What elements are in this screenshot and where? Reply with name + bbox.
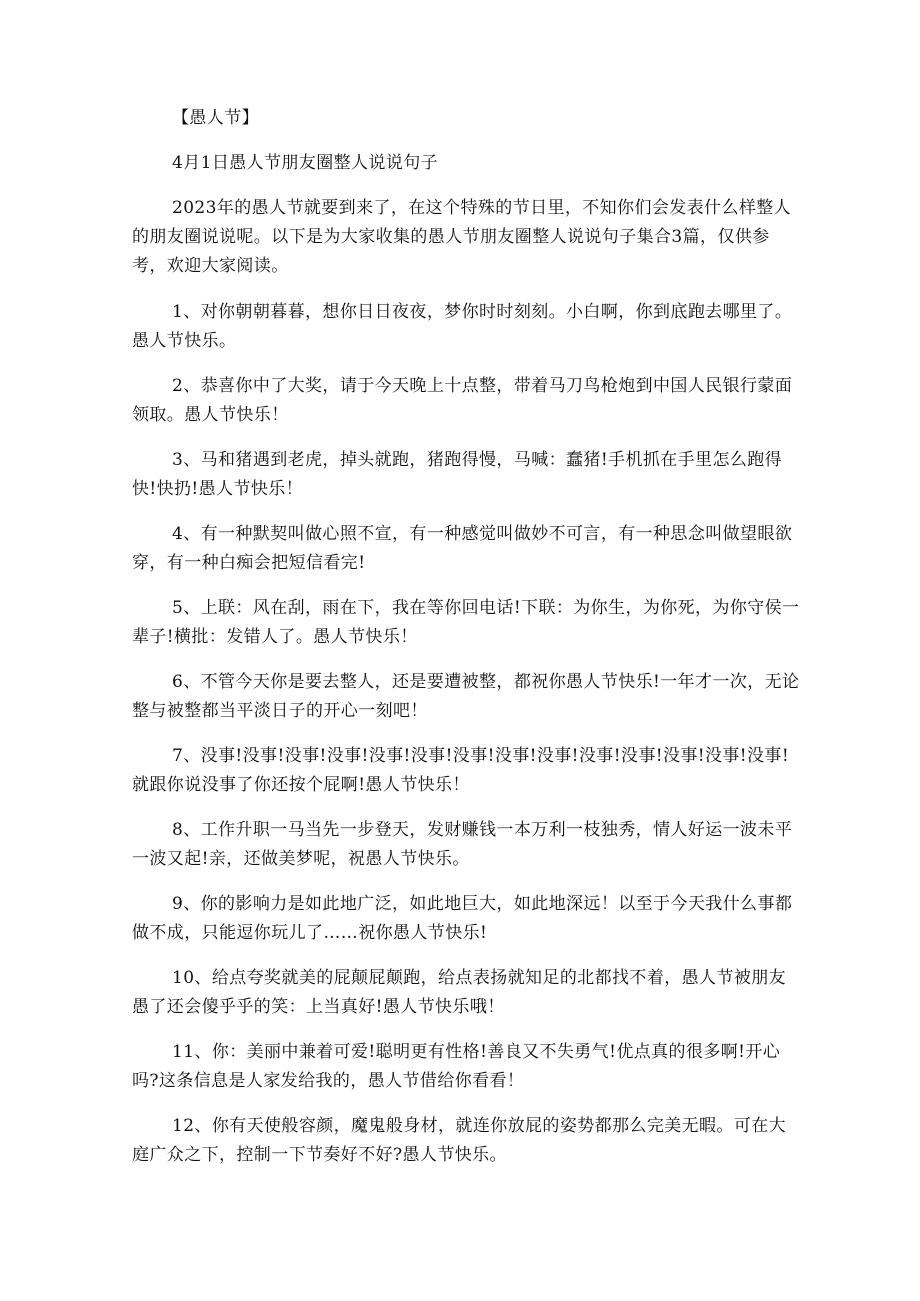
list-item: 11、你：美丽中兼着可爱!聪明更有性格!善良又不失勇气!优点真的很多啊!开心吗?这条信息是人家发给我的，愚人节借给你看看！ bbox=[132, 1042, 781, 1091]
list-item: 8、工作升职一马当先一步登天，发财赚钱一本万利一枝独秀，情人好运一波未平一波又起!亲，还做美梦呢，祝愚人节快乐。 bbox=[132, 820, 793, 869]
list-item: 1、对你朝朝暮暮，想你日日夜夜，梦你时时刻刻。小白啊，你到底跑去哪里了。愚人节快乐。 bbox=[132, 302, 793, 351]
document-body bbox=[132, 104, 800, 1186]
list-item: 12、你有天使般容颜，魔鬼般身材，就连你放屁的姿势都那么完美无暇。可在大庭广众之下，控制一下节奏好不好?愚人节快乐。 bbox=[132, 1116, 787, 1165]
document-intro: 2023年的愚人节就要到来了，在这个特殊的节日里，不知你们会发表什么样整人的朋友圈说说呢。以下是为大家收集的愚人节朋友圈整人说说句子集合3篇，仅供参考，欢迎大家阅读。 bbox=[132, 198, 792, 276]
list-item: 5、上联：风在刮，雨在下，我在等你回电话!下联：为你生，为你死，为你守侯一辈子!横批：发错人了。愚人节快乐！ bbox=[132, 598, 800, 647]
list-item: 4、有一种默契叫做心照不宣，有一种感觉叫做妙不可言，有一种思念叫做望眼欲穿，有一种白痴会把短信看完! bbox=[132, 524, 793, 573]
document-subtitle: 4月1日愚人节朋友圈整人说说句子 bbox=[172, 153, 439, 173]
list-item: 9、你的影响力是如此地广泛，如此地巨大，如此地深远！以至于今天我什么事都做不成，只能逗你玩儿了……祝你愚人节快乐! bbox=[132, 894, 793, 943]
list-item: 10、给点夸奖就美的屁颠屁颠跑，给点表扬就知足的北都找不着，愚人节被朋友愚了还会傻乎乎的笑：上当真好!愚人节快乐哦！ bbox=[132, 968, 787, 1017]
list-item: 7、没事!没事!没事!没事!没事!没事!没事!没事!没事!没事!没事!没事!没事!没事!就跟你说没事了你还按个屁啊!愚人节快乐！ bbox=[132, 746, 790, 795]
document-tag: 【愚人节】 bbox=[172, 108, 259, 128]
list-item: 3、马和猪遇到老虎，掉头就跑，猪跑得慢，马喊：蠢猪!手机抓在手里怎么跑得快!快扔!愚人节快乐！ bbox=[132, 450, 783, 499]
list-item: 6、不管今天你是要去整人，还是要遭被整，都祝你愚人节快乐!一年才一次，无论整与被整都当平淡日子的开心一刻吧！ bbox=[132, 672, 800, 721]
list-item: 2、恭喜你中了大奖，请于今天晚上十点整，带着马刀鸟枪炮到中国人民银行蒙面领取。愚人节快乐！ bbox=[132, 376, 793, 425]
